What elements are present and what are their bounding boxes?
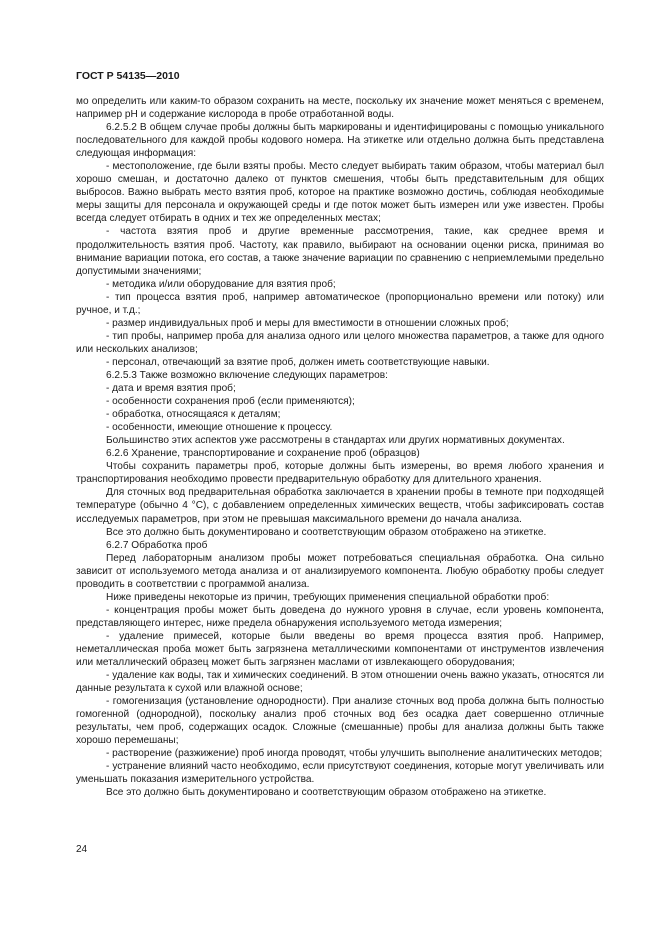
document-body [76, 95, 604, 800]
list-item: - дата и время взятия проб; [106, 383, 236, 395]
list-item: - тип пробы, например проба для анализа одного или целого множества параметров, а также для одного или нескольких анализов; [76, 330, 604, 355]
list-item: - обработка, относящаяся к деталям; [106, 409, 281, 421]
paragraph: Чтобы сохранить параметры проб, которые должны быть измерены, во время любого хранения и транспортирования необходимо провести предварительную обработку для длительного хранения. [76, 461, 604, 486]
section-6-2-5-3: 6.2.5.3 Также возможно включение следующих параметров: [106, 369, 388, 381]
paragraph: мо определить или каким-то образом сохранить на месте, поскольку их значение может меняться с временем, например рН и содержание кислорода в пробе отработанной воды. [76, 96, 604, 121]
list-item: - частота взятия проб и другие временные рассмотрения, такие, как среднее время и продолжительность взятия проб. Частоту, как правило, выбирают на основании оценки риска, принимая во внимание вариации потока, его состав, а также значение вариации по сравнению с неприемлемыми предельно допустимыми значениями; [76, 226, 604, 277]
list-item: - размер индивидуальных проб и меры для вместимости в отношении сложных проб; [106, 317, 509, 329]
section-6-2-6-heading: 6.2.6 Хранение, транспортирование и сохранение проб (образцов) [106, 448, 420, 460]
list-item: - персонал, отвечающий за взятие проб, должен иметь соответствующие навыки. [106, 356, 490, 368]
list-item: - особенности сохранения проб (если применяются); [106, 396, 355, 408]
list-item: - удаление как воды, так и химических соединений. В этом отношении очень важно указать, относятся ли данные результата к сухой или влажной основе; [76, 670, 604, 695]
list-item: - концентрация пробы может быть доведена до нужного уровня в случае, если уровень компонента, представляющего интерес, ниже предела обнаружения используемого метода измерения; [76, 604, 604, 629]
paragraph: Перед лабораторным анализом пробы может потребоваться специальная обработка. Она сильно зависит от используемого метода анализа и от анализируемого компонента. Любую обработку пробы следует проводить в соответствии с программой анализа. [76, 552, 604, 590]
list-item: - удаление примесей, которые были введены во время процесса взятия проб. Например, неметаллическая проба может быть загрязнена металлическими компонентами от инструментов извлечения или металлический образец может быть загрязнен маслами от извлекающего оборудования; [76, 630, 604, 669]
page-number: 24 [76, 844, 88, 855]
list-item: - устранение влияний часто необходимо, если присутствуют соединения, которые могут увеличивать или уменьшать показания измерительного устройства. [76, 761, 604, 786]
section-6-2-5-2: 6.2.5.2 В общем случае пробы должны быть маркированы и идентифицированы с помощью уникального последовательного для каждой пробы кодового номера. На этикетке или отдельно должна быть представлена следующая информация: [76, 122, 604, 160]
list-item: - растворение (разжижение) проб иногда проводят, чтобы улучшить выполнение аналитических методов; [106, 748, 603, 760]
list-item: - особенности, имеющие отношение к процессу. [106, 422, 333, 434]
list-item: - тип процесса взятия проб, например автоматическое (пропорционально времени или потоку) или ручное, и т.д.; [76, 291, 604, 316]
list-item: - местоположение, где были взяты пробы. Место следует выбирать таким образом, чтобы материал был хорошо смешан, и достаточно далеко от пунктов смешения, чтобы быть представительным для общих выбросов. Важно выбрать место взятия проб, которое на практике возможно достичь, соблюдая необходимые меры защиты для персонала и окружающей среды и где поток может быть измерен или уже известен. Пробы всегда следует отбирать в одних и тех же определенных местах; [76, 161, 604, 225]
document-header: ГОСТ Р 54135—2010 [76, 70, 180, 82]
paragraph: Все это должно быть документировано и соответствующим образом отображено на этикетке. [106, 526, 547, 538]
paragraph: Все это должно быть документировано и соответствующим образом отображено на этикетке. [106, 787, 547, 799]
list-item: - гомогенизация (установление однородности). При анализе сточных вод проба должна быть полностью гомогенной (однородной), поскольку анализ проб сточных вод без осадка дает совершенно отличные результаты, чем проб, содержащих осадок. Сложные (смешанные) пробы для анализа должны быть также хорошо перемешаны; [76, 696, 604, 747]
list-item: - методика и/или оборудование для взятия проб; [106, 278, 336, 290]
paragraph: Ниже приведены некоторые из причин, требующих применения специальной обработки проб: [106, 591, 550, 603]
paragraph: Большинство этих аспектов уже рассмотрены в стандартах или других нормативных документах. [106, 435, 565, 447]
paragraph: Для сточных вод предварительная обработка заключается в хранении пробы в темноте при подходящей температуре (обычно 4 °С), с добавлением определенных химических веществ, чтобы зафиксировать состав исследуемых параметров, при этом не превышая максимального времени до начала анализа. [76, 487, 604, 525]
section-6-2-7-heading: 6.2.7 Обработка проб [106, 539, 208, 551]
